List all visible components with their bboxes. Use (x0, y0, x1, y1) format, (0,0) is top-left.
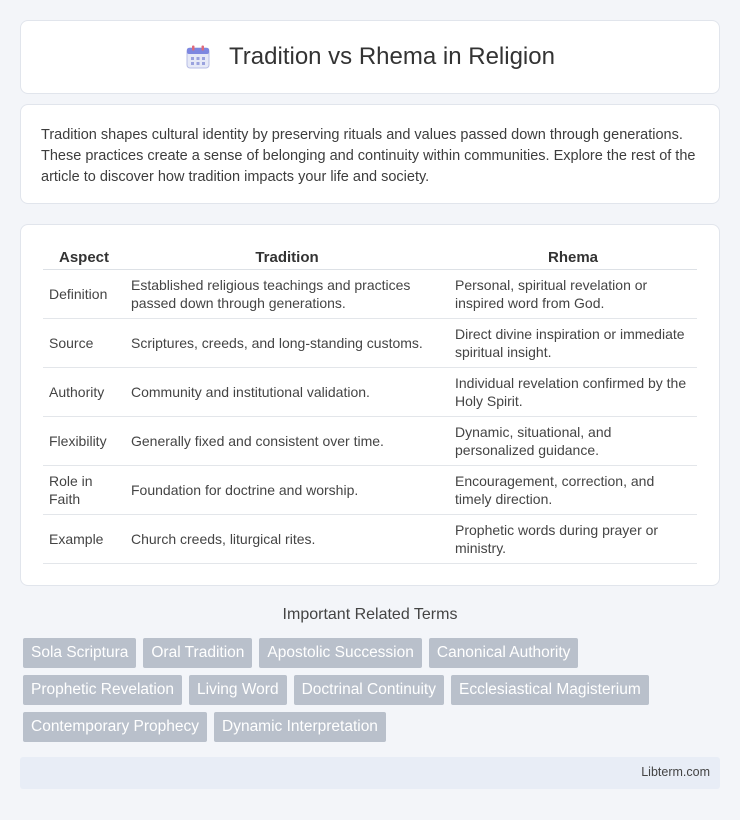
footer-site-link[interactable]: Libterm.com (641, 765, 710, 779)
related-term-tag[interactable]: Prophetic Revelation (23, 675, 182, 705)
row-tradition: Generally fixed and consistent over time. (125, 417, 449, 466)
related-term-tag[interactable]: Canonical Authority (429, 638, 579, 668)
related-term-tag[interactable]: Dynamic Interpretation (214, 712, 386, 742)
row-tradition: Community and institutional validation. (125, 368, 449, 417)
related-term-tag[interactable]: Contemporary Prophecy (23, 712, 207, 742)
related-term-tag[interactable]: Sola Scriptura (23, 638, 136, 668)
row-rhema: Prophetic words during prayer or ministry. (449, 515, 697, 564)
intro-card (20, 104, 720, 204)
related-term-tag[interactable]: Oral Tradition (143, 638, 252, 668)
row-rhema: Dynamic, situational, and personalized guidance. (449, 417, 697, 466)
row-aspect: Example (43, 515, 125, 564)
related-term-tag[interactable]: Living Word (189, 675, 287, 705)
intro-text: Tradition shapes cultural identity by preserving rituals and values passed down through generations. These practices create a sense of belonging and continuity within communities. Explore the rest of the article to discover how tradition impacts your life and society. (41, 127, 696, 185)
row-tradition: Church creeds, liturgical rites. (125, 515, 449, 564)
related-term-tag[interactable]: Ecclesiastical Magisterium (451, 675, 649, 705)
table-row (43, 270, 697, 319)
calendar-icon (185, 44, 211, 70)
related-term-tag[interactable]: Doctrinal Continuity (294, 675, 444, 705)
related-terms-list (23, 638, 723, 742)
comparison-table (43, 243, 697, 564)
table-row (43, 417, 697, 466)
row-rhema: Personal, spiritual revelation or inspired word from God. (449, 270, 697, 319)
comparison-table-card (20, 224, 720, 586)
row-rhema: Individual revelation confirmed by the Holy Spirit. (449, 368, 697, 417)
column-header-tradition: Tradition (125, 243, 449, 270)
table-row (43, 319, 697, 368)
related-term-tag[interactable]: Apostolic Succession (259, 638, 421, 668)
table-row (43, 368, 697, 417)
row-tradition: Foundation for doctrine and worship. (125, 466, 449, 515)
table-header-row (43, 243, 697, 270)
row-rhema: Encouragement, correction, and timely direction. (449, 466, 697, 515)
column-header-rhema: Rhema (449, 243, 697, 270)
row-aspect: Role in Faith (43, 466, 125, 515)
footer (20, 757, 720, 789)
table-row (43, 466, 697, 515)
table-row (43, 515, 697, 564)
related-terms-title: Important Related Terms (282, 606, 458, 623)
row-aspect: Authority (43, 368, 125, 417)
row-tradition: Established religious teachings and practices passed down through generations. (125, 270, 449, 319)
row-rhema: Direct divine inspiration or immediate spiritual insight. (449, 319, 697, 368)
row-aspect: Flexibility (43, 417, 125, 466)
page-title: Tradition vs Rhema in Religion (229, 43, 555, 70)
row-aspect: Definition (43, 270, 125, 319)
header-card (20, 20, 720, 94)
column-header-aspect: Aspect (43, 243, 125, 270)
row-tradition: Scriptures, creeds, and long-standing customs. (125, 319, 449, 368)
row-aspect: Source (43, 319, 125, 368)
